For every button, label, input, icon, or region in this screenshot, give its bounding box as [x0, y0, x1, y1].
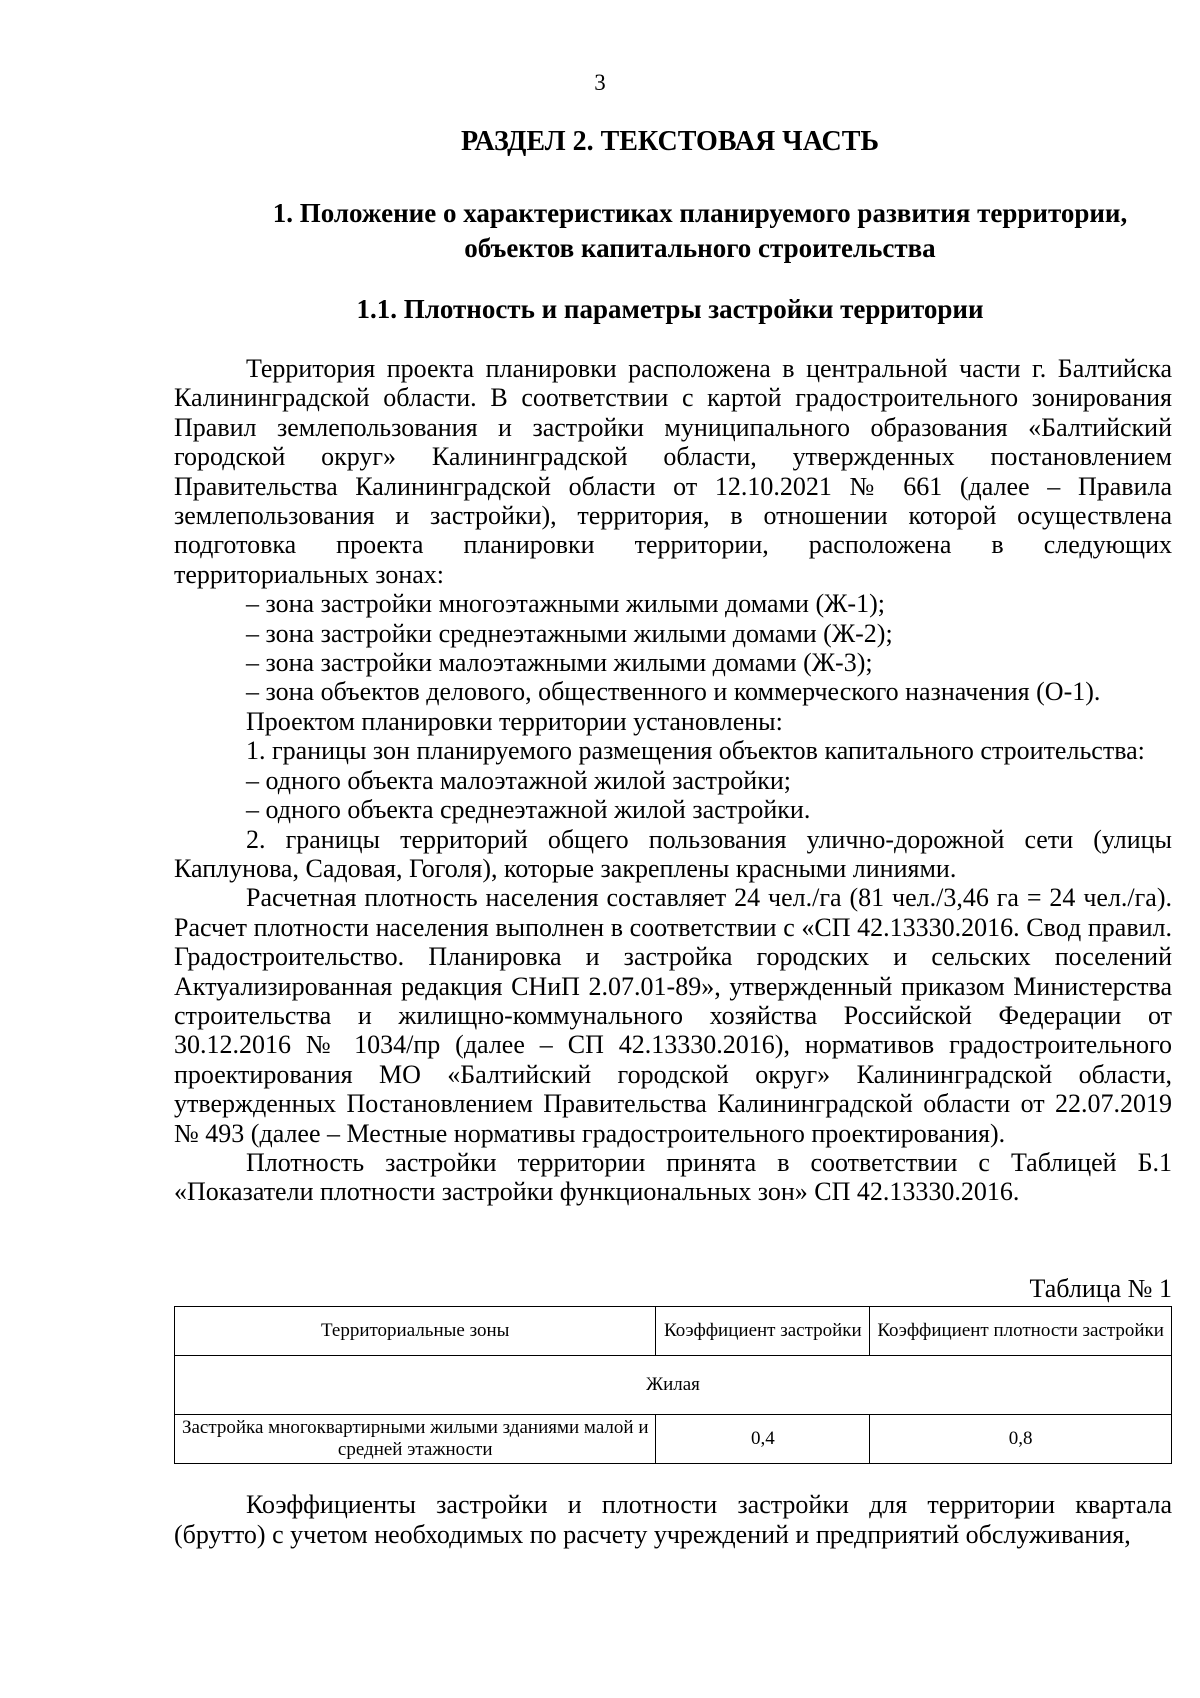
heading-2: 1.1. Плотность и параметры застройки территории [356, 294, 984, 324]
table-group-row [175, 1356, 1172, 1415]
list-item-zone-zh1: – зона застройки многоэтажными жилыми домами (Ж-1); [246, 589, 885, 619]
zones-table [174, 1306, 1172, 1464]
section-title: РАЗДЕЛ 2. ТЕКСТОВАЯ ЧАСТЬ [461, 126, 879, 157]
table-header-cell: Коэффициент застройки [656, 1307, 870, 1356]
heading-1: 1. Положение о характеристиках планируемого развития территории, объектов капитального строительства [272, 198, 1128, 263]
paragraph-established: Проектом планировки территории установлены: [246, 706, 783, 736]
paragraph-coefficients: Коэффициенты застройки и плотности застройки для территории квартала (брутто) с учетом необходимых по расчету учреждений и предприятий обслуживания, [174, 1490, 1172, 1549]
paragraph-intro: Территория проекта планировки расположена в центральной части г. Балтийска Калининградской области. В соответствии с картой градостроительного зонирования Правил землепользования и застройки муниципального образования «Балтийский городской округ» Калининградской области, утвержденных постановлением Правительства Калининградской области от 12.10.2021 № 661 (далее – Правила землепользования и застройки), территория, в отношении которой осуществлена подготовка проекта планировки территории, расположена в следующих территориальных зонах: [174, 354, 1172, 589]
list-item-midrise: – одного объекта среднеэтажной жилой застройки. [246, 795, 811, 825]
table-header-row [175, 1307, 1172, 1356]
list-item-zone-zh3: – зона застройки малоэтажными жилыми домами (Ж-3); [246, 648, 873, 678]
paragraph-population-density: Расчетная плотность населения составляет 24 чел./га (81 чел./3,46 га = 24 чел./га). Расчет плотности населения выполнен в соответствии с «СП 42.13330.2016. Свод правил. Градостроительство. Планировка и застройка городских и сельских поселений Актуализированная редакция СНиП 2.07.01-89», утвержденный приказом Министерства строительства и жилищно-коммунального хозяйства Российской Федерации от 30.12.2016 № 1034/пр (далее – СП 42.13330.2016), нормативов градостроительного проектирования МО «Балтийский городской округ» Калининградской области, утвержденных Постановлением Правительства Калининградской области от 22.07.2019 № 493 (далее – Местные нормативы градостроительного проектирования). [174, 883, 1172, 1148]
page-number: 3 [594, 70, 606, 95]
table-cell: 0,8 [870, 1415, 1172, 1464]
list-item-lowrise: – одного объекта малоэтажной жилой застройки; [246, 765, 791, 795]
body-text [174, 354, 1172, 1207]
table-caption: Таблица № 1 [1029, 1274, 1172, 1303]
table-cell: 0,4 [656, 1415, 870, 1464]
table-header-cell: Коэффициент плотности застройки [870, 1307, 1172, 1356]
table-cell: Застройка многоквартирными жилыми зданиями малой и средней этажности [175, 1415, 656, 1464]
paragraph-building-density: Плотность застройки территории принята в соответствии с Таблицей Б.1 «Показатели плотности застройки функциональных зон» СП 42.13330.2016. [174, 1147, 1172, 1207]
table-row [175, 1415, 1172, 1464]
list-item-boundaries-2: 2. границы территорий общего пользования улично-дорожной сети (улицы Каплунова, Садовая, Гоголя), которые закреплены красными линиями. [174, 824, 1172, 883]
table-header-cell: Территориальные зоны [175, 1307, 656, 1356]
table-group-cell: Жилая [175, 1356, 1172, 1415]
list-item-boundaries-1: 1. границы зон планируемого размещения объектов капитального строительства: [246, 736, 1145, 766]
list-item-zone-o1: – зона объектов делового, общественного и коммерческого назначения (О-1). [246, 677, 1101, 707]
list-item-zone-zh2: – зона застройки среднеэтажными жилыми домами (Ж-2); [246, 618, 893, 648]
bottom-text [174, 1490, 1172, 1550]
